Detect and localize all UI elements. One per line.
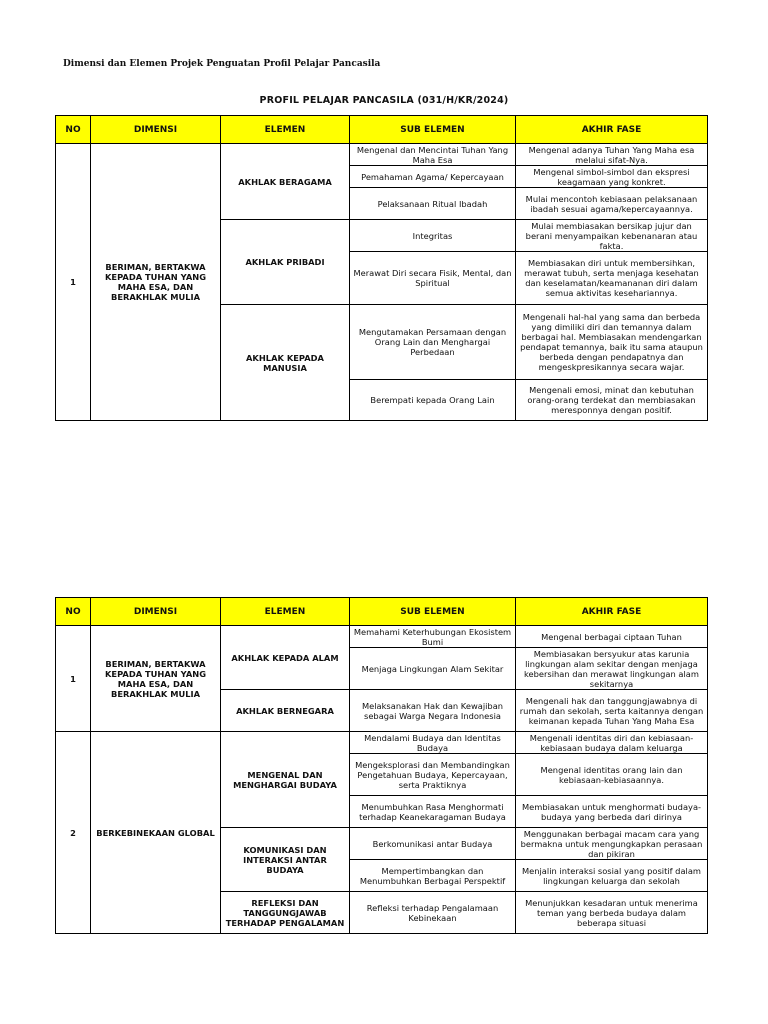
sub-elemen-cell: Refleksi terhadap Pengalamaan Kebinekaan <box>350 892 516 934</box>
akhir-fase-cell: Menggunakan berbagai macam cara yang bermakna untuk mengungkapkan perasaan dan pikiran <box>516 828 708 860</box>
elemen-cell: AKHLAK KEPADA ALAM <box>221 626 350 690</box>
profile-table-1 <box>55 115 708 421</box>
elemen-cell: KOMUNIKASI DAN INTERAKSI ANTAR BUDAYA <box>221 828 350 892</box>
akhir-fase-cell: Mengenal adanya Tuhan Yang Maha esa melalui sifat-Nya. <box>516 144 708 166</box>
sub-elemen-cell: Menjaga Lingkungan Alam Sekitar <box>350 648 516 690</box>
akhir-fase-cell: Menunjukkan kesadaran untuk menerima teman yang berbeda budaya dalam beberapa situasi <box>516 892 708 934</box>
dimensi-cell: BERKEBINEKAAN GLOBAL <box>91 732 221 934</box>
sub-elemen-cell: Melaksanakan Hak dan Kewajiban sebagai Warga Negara Indonesia <box>350 690 516 732</box>
sub-elemen-cell: Merawat Diri secara Fisik, Mental, dan Spiritual <box>350 252 516 305</box>
dimensi-cell: BERIMAN, BERTAKWA KEPADA TUHAN YANG MAHA ESA, DAN BERAKHLAK MULIA <box>91 144 221 421</box>
sub-elemen-cell: Memahami Keterhubungan Ekosistem Bumi <box>350 626 516 648</box>
akhir-fase-cell: Membiasakan diri untuk membersihkan, merawat tubuh, serta menjaga kesehatan dan keselamatan/keamananan diri dalam semua aktivitas kesehariannya. <box>516 252 708 305</box>
akhir-fase-cell: Mengenali hak dan tanggungjawabnya di rumah dan sekolah, serta kaitannya dengan keimanan kepada Tuhan Yang Maha Esa <box>516 690 708 732</box>
akhir-fase-cell: Mulai membiasakan bersikap jujur dan berani menyampaikan kebenanaran atau fakta. <box>516 220 708 252</box>
akhir-fase-cell: Mengenali hal-hal yang sama dan berbeda yang dimiliki diri dan temannya dalam berbagai hal. Membiasakan mendengarkan pendapat temannya, baik itu sama ataupun berbeda dengan pendapatnya dan mengeskpresikannya secara wajar. <box>516 305 708 380</box>
elemen-cell: AKHLAK BERAGAMA <box>221 144 350 220</box>
sub-elemen-cell: Mengeksplorasi dan Membandingkan Pengetahuan Budaya, Kepercayaan, serta Praktiknya <box>350 754 516 796</box>
sub-elemen-cell: Mengutamakan Persamaan dengan Orang Lain dan Menghargai Perbedaan <box>350 305 516 380</box>
table-row <box>56 626 708 648</box>
dimensi-cell: BERIMAN, BERTAKWA KEPADA TUHAN YANG MAHA ESA, DAN BERAKHLAK MULIA <box>91 626 221 732</box>
akhir-fase-cell: Mengenali emosi, minat dan kebutuhan orang-orang terdekat dan membiasakan meresponnya dengan positif. <box>516 380 708 421</box>
sub-elemen-cell: Berempati kepada Orang Lain <box>350 380 516 421</box>
akhir-fase-cell: Mengenal simbol-simbol dan ekspresi keagamaan yang konkret. <box>516 166 708 188</box>
table-row <box>56 732 708 754</box>
akhir-fase-cell: Menjalin interaksi sosial yang positif dalam lingkungan keluarga dan sekolah <box>516 860 708 892</box>
col-akhir-fase-header: AKHIR FASE <box>516 116 708 144</box>
sub-elemen-cell: Berkomunikasi antar Budaya <box>350 828 516 860</box>
sub-elemen-cell: Mengenal dan Mencintai Tuhan Yang Maha Esa <box>350 144 516 166</box>
akhir-fase-cell: Mengenali identitas diri dan kebiasaan-kebiasaan budaya dalam keluarga <box>516 732 708 754</box>
sub-elemen-cell: Pemahaman Agama/ Kepercayaan <box>350 166 516 188</box>
akhir-fase-cell: Mulai mencontoh kebiasaan pelaksanaan ibadah sesuai agama/kepercayaannya. <box>516 188 708 220</box>
row-number: 2 <box>56 732 91 934</box>
col-akhir-fase-header: AKHIR FASE <box>516 598 708 626</box>
table-header-row <box>56 598 708 626</box>
table-row <box>56 144 708 166</box>
elemen-cell: REFLEKSI DAN TANGGUNGJAWAB TERHADAP PENGALAMAN <box>221 892 350 934</box>
sub-elemen-cell: Integritas <box>350 220 516 252</box>
row-number: 1 <box>56 144 91 421</box>
sub-elemen-cell: Mempertimbangkan dan Menumbuhkan Berbagai Perspektif <box>350 860 516 892</box>
table-header-row <box>56 116 708 144</box>
row-number: 1 <box>56 626 91 732</box>
col-sub-elemen-header: SUB ELEMEN <box>350 598 516 626</box>
profile-table-2 <box>55 597 708 934</box>
sub-elemen-cell: Mendalami Budaya dan Identitas Budaya <box>350 732 516 754</box>
col-no-header: NO <box>56 598 91 626</box>
col-elemen-header: ELEMEN <box>221 598 350 626</box>
col-no-header: NO <box>56 116 91 144</box>
col-dimensi-header: DIMENSI <box>91 116 221 144</box>
sub-elemen-cell: Pelaksanaan Ritual Ibadah <box>350 188 516 220</box>
elemen-cell: AKHLAK PRIBADI <box>221 220 350 305</box>
col-sub-elemen-header: SUB ELEMEN <box>350 116 516 144</box>
elemen-cell: AKHLAK KEPADA MANUSIA <box>221 305 350 421</box>
sub-elemen-cell: Menumbuhkan Rasa Menghormati terhadap Keanekaragaman Budaya <box>350 796 516 828</box>
document-header: Dimensi dan Elemen Projek Penguatan Profil Pelajar Pancasila <box>63 59 381 69</box>
page-title: PROFIL PELAJAR PANCASILA (031/H/KR/2024) <box>259 95 509 106</box>
akhir-fase-cell: Mengenal berbagai ciptaan Tuhan <box>516 626 708 648</box>
elemen-cell: AKHLAK BERNEGARA <box>221 690 350 732</box>
akhir-fase-cell: Mengenal identitas orang lain dan kebiasaan-kebiasaannya. <box>516 754 708 796</box>
akhir-fase-cell: Membiasakan bersyukur atas karunia lingkungan alam sekitar dengan menjaga kebersihan dan merawat lingkungan alam sekitarnya <box>516 648 708 690</box>
col-elemen-header: ELEMEN <box>221 116 350 144</box>
col-dimensi-header: DIMENSI <box>91 598 221 626</box>
akhir-fase-cell: Membiasakan untuk menghormati budaya-budaya yang berbeda dari dirinya <box>516 796 708 828</box>
elemen-cell: MENGENAL DAN MENGHARGAI BUDAYA <box>221 732 350 828</box>
